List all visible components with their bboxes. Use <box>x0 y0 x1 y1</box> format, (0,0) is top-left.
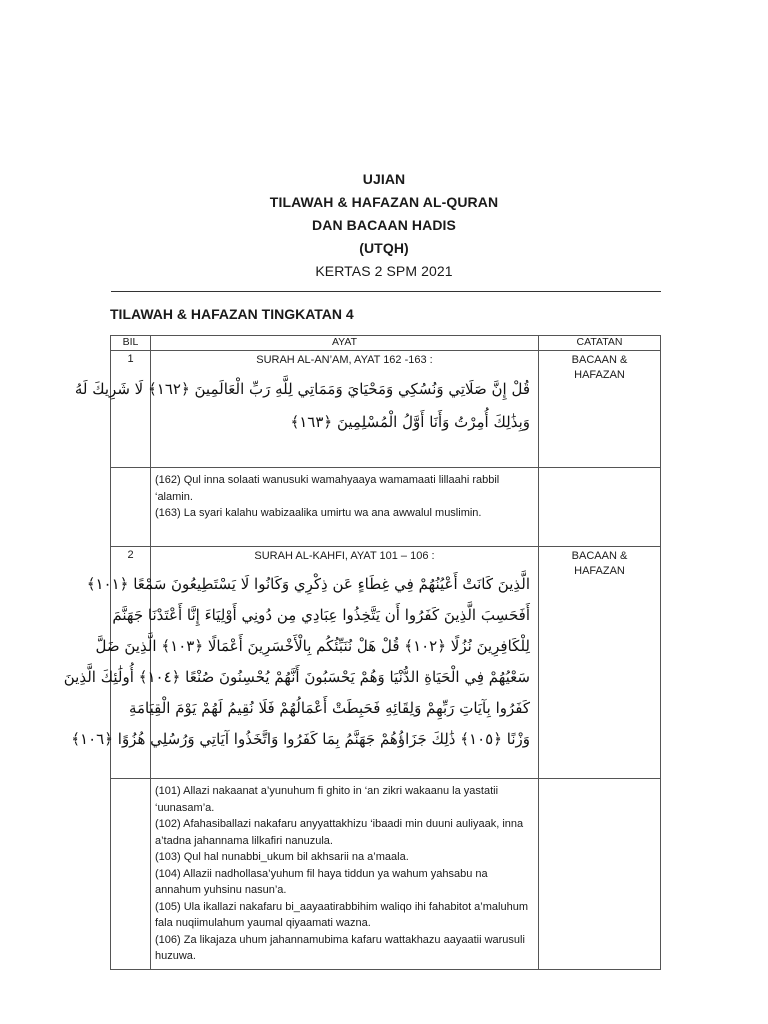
exam-paper: KERTAS 2 SPM 2021 <box>315 263 453 279</box>
table-row <box>111 547 661 779</box>
section-title: TILAWAH & HAFAZAN TINGKATAN 4 <box>110 306 354 322</box>
table-row <box>111 351 661 468</box>
transliteration-line: (163) La syari kalahu wabizaalika umirtu wa ana awwalul muslimin. <box>155 507 482 519</box>
empty-cell <box>539 779 661 970</box>
transliteration-cell <box>151 779 539 970</box>
table-row <box>111 779 661 970</box>
arabic-line: وَبِذَٰلِكَ أُمِرْتُ وَأَنَا أَوَّلُ الْمُسْلِمِينَ ﴿١٦٣﴾ <box>290 413 530 431</box>
table-header-row <box>111 336 661 351</box>
transliteration-line: (101) Allazi nakaanat a’yunuhum fi ghito in ‘an zikri wakaanu la yastatii ‘uunasam’a. <box>155 785 499 814</box>
catatan-cell <box>539 547 661 779</box>
surah-title: SURAH AL-AN’AM, AYAT 162 -163 : <box>256 354 433 366</box>
catatan-text: BACAAN & HAFAZAN <box>571 550 628 577</box>
row-number: 1 <box>111 351 151 468</box>
exam-subtitle: TILAWAH & HAFAZAN AL-QURAN <box>269 194 499 210</box>
empty-cell <box>111 468 151 547</box>
exam-subtitle-2: DAN BACAAN HADIS <box>312 217 456 233</box>
header-bil: BIL <box>111 336 151 351</box>
transliteration-line: (104) Allazii nadhollasa’yuhum fil haya tiddun ya wahum yahsabu na annahum yuhsinu nasun’a. <box>155 867 488 896</box>
transliteration-cell <box>151 468 539 547</box>
ayat-cell <box>63 547 539 779</box>
surah-title: SURAH AL-KAHFI, AYAT 101 – 106 : <box>254 550 435 562</box>
arabic-line: الَّذِينَ كَانَتْ أَعْيُنُهُمْ فِي غِطَاءٍ عَن ذِكْرِي وَكَانُوا لَا يَسْتَطِيعُونَ سَمْعًا ﴿١٠١﴾ <box>86 575 530 593</box>
table-row <box>111 468 661 547</box>
arabic-line: قُلْ إِنَّ صَلَاتِي وَنُسُكِي وَمَحْيَايَ وَمَمَاتِي لِلَّهِ رَبِّ الْعَالَمِينَ ﴿١٦٢﴾ لَا شَرِيكَ لَهُ <box>74 380 530 398</box>
ayat-table <box>63 335 661 970</box>
exam-acronym: (UTQH) <box>359 240 409 256</box>
arabic-line: كَفَرُوا بِآيَاتِ رَبِّهِمْ وَلِقَائِهِ فَحَبِطَتْ أَعْمَالُهُمْ فَلَا نُقِيمُ لَهُمْ يَوْمَ الْقِيَامَةِ <box>128 699 530 717</box>
arabic-text <box>74 367 538 443</box>
arabic-line: وَزْنًا ﴿١٠٥﴾ ذَٰلِكَ جَزَاؤُهُمْ جَهَنَّمُ بِمَا كَفَرُوا وَاتَّخَذُوا آيَاتِي وَرُسُلِي هُزُوًا ﴿١٠٦﴾ <box>71 730 530 748</box>
header-catatan: CATATAN <box>539 336 661 351</box>
arabic-line: سَعْيُهُمْ فِي الْحَيَاةِ الدُّنْيَا وَهُمْ يَحْسَبُونَ أَنَّهُمْ يُحْسِنُونَ صُنْعًا ﴿١٠٤﴾ أُولَٰئِكَ الَّذِينَ <box>63 668 530 686</box>
arabic-text <box>63 563 538 759</box>
transliteration-line: (162) Qul inna solaati wanusuki wamahyaaya wamamaati lillaahi rabbil ‘alamin. <box>155 474 500 503</box>
empty-cell <box>111 779 151 970</box>
empty-cell <box>539 468 661 547</box>
divider-line <box>111 291 661 292</box>
transliteration-line: (105) Ula ikallazi nakafaru bi_aayaatirabbihim waliqo ihi fahabitot a’maluhum fala nuqiimulahum yaumal qiyaamati wazna. <box>155 900 528 929</box>
document-header <box>0 168 768 283</box>
row-number: 2 <box>111 547 151 779</box>
header-ayat: AYAT <box>151 336 539 351</box>
ayat-cell <box>74 351 539 468</box>
transliteration-line: (102) Afahasiballazi nakafaru anyyattakhizu ‘ibaadi min duuni auliyaak, inna a’tadna jahannama lilkafiri nanuzula. <box>155 818 524 847</box>
transliteration-line: (106) Za likajaza uhum jahannamubima kafaru wattakhazu aayaatii warusuli huzuwa. <box>155 933 525 962</box>
transliteration-line: (103) Qul hal nunabbi_ukum bil akhsarii na a’maala. <box>155 851 409 863</box>
exam-title: UJIAN <box>362 171 406 187</box>
catatan-cell <box>539 351 661 468</box>
arabic-line: أَفَحَسِبَ الَّذِينَ كَفَرُوا أَن يَتَّخِذُوا عِبَادِي مِن دُونِي أَوْلِيَاءَ إِنَّا أَعْتَدْنَا جَهَنَّمَ <box>112 606 530 624</box>
catatan-text: BACAAN & HAFAZAN <box>571 354 628 381</box>
arabic-line: لِلْكَافِرِينَ نُزُلًا ﴿١٠٢﴾ قُلْ هَلْ نُنَبِّئُكُم بِالْأَخْسَرِينَ أَعْمَالًا ﴿١٠٣﴾ الَّذِينَ ضَلَّ <box>95 637 530 655</box>
